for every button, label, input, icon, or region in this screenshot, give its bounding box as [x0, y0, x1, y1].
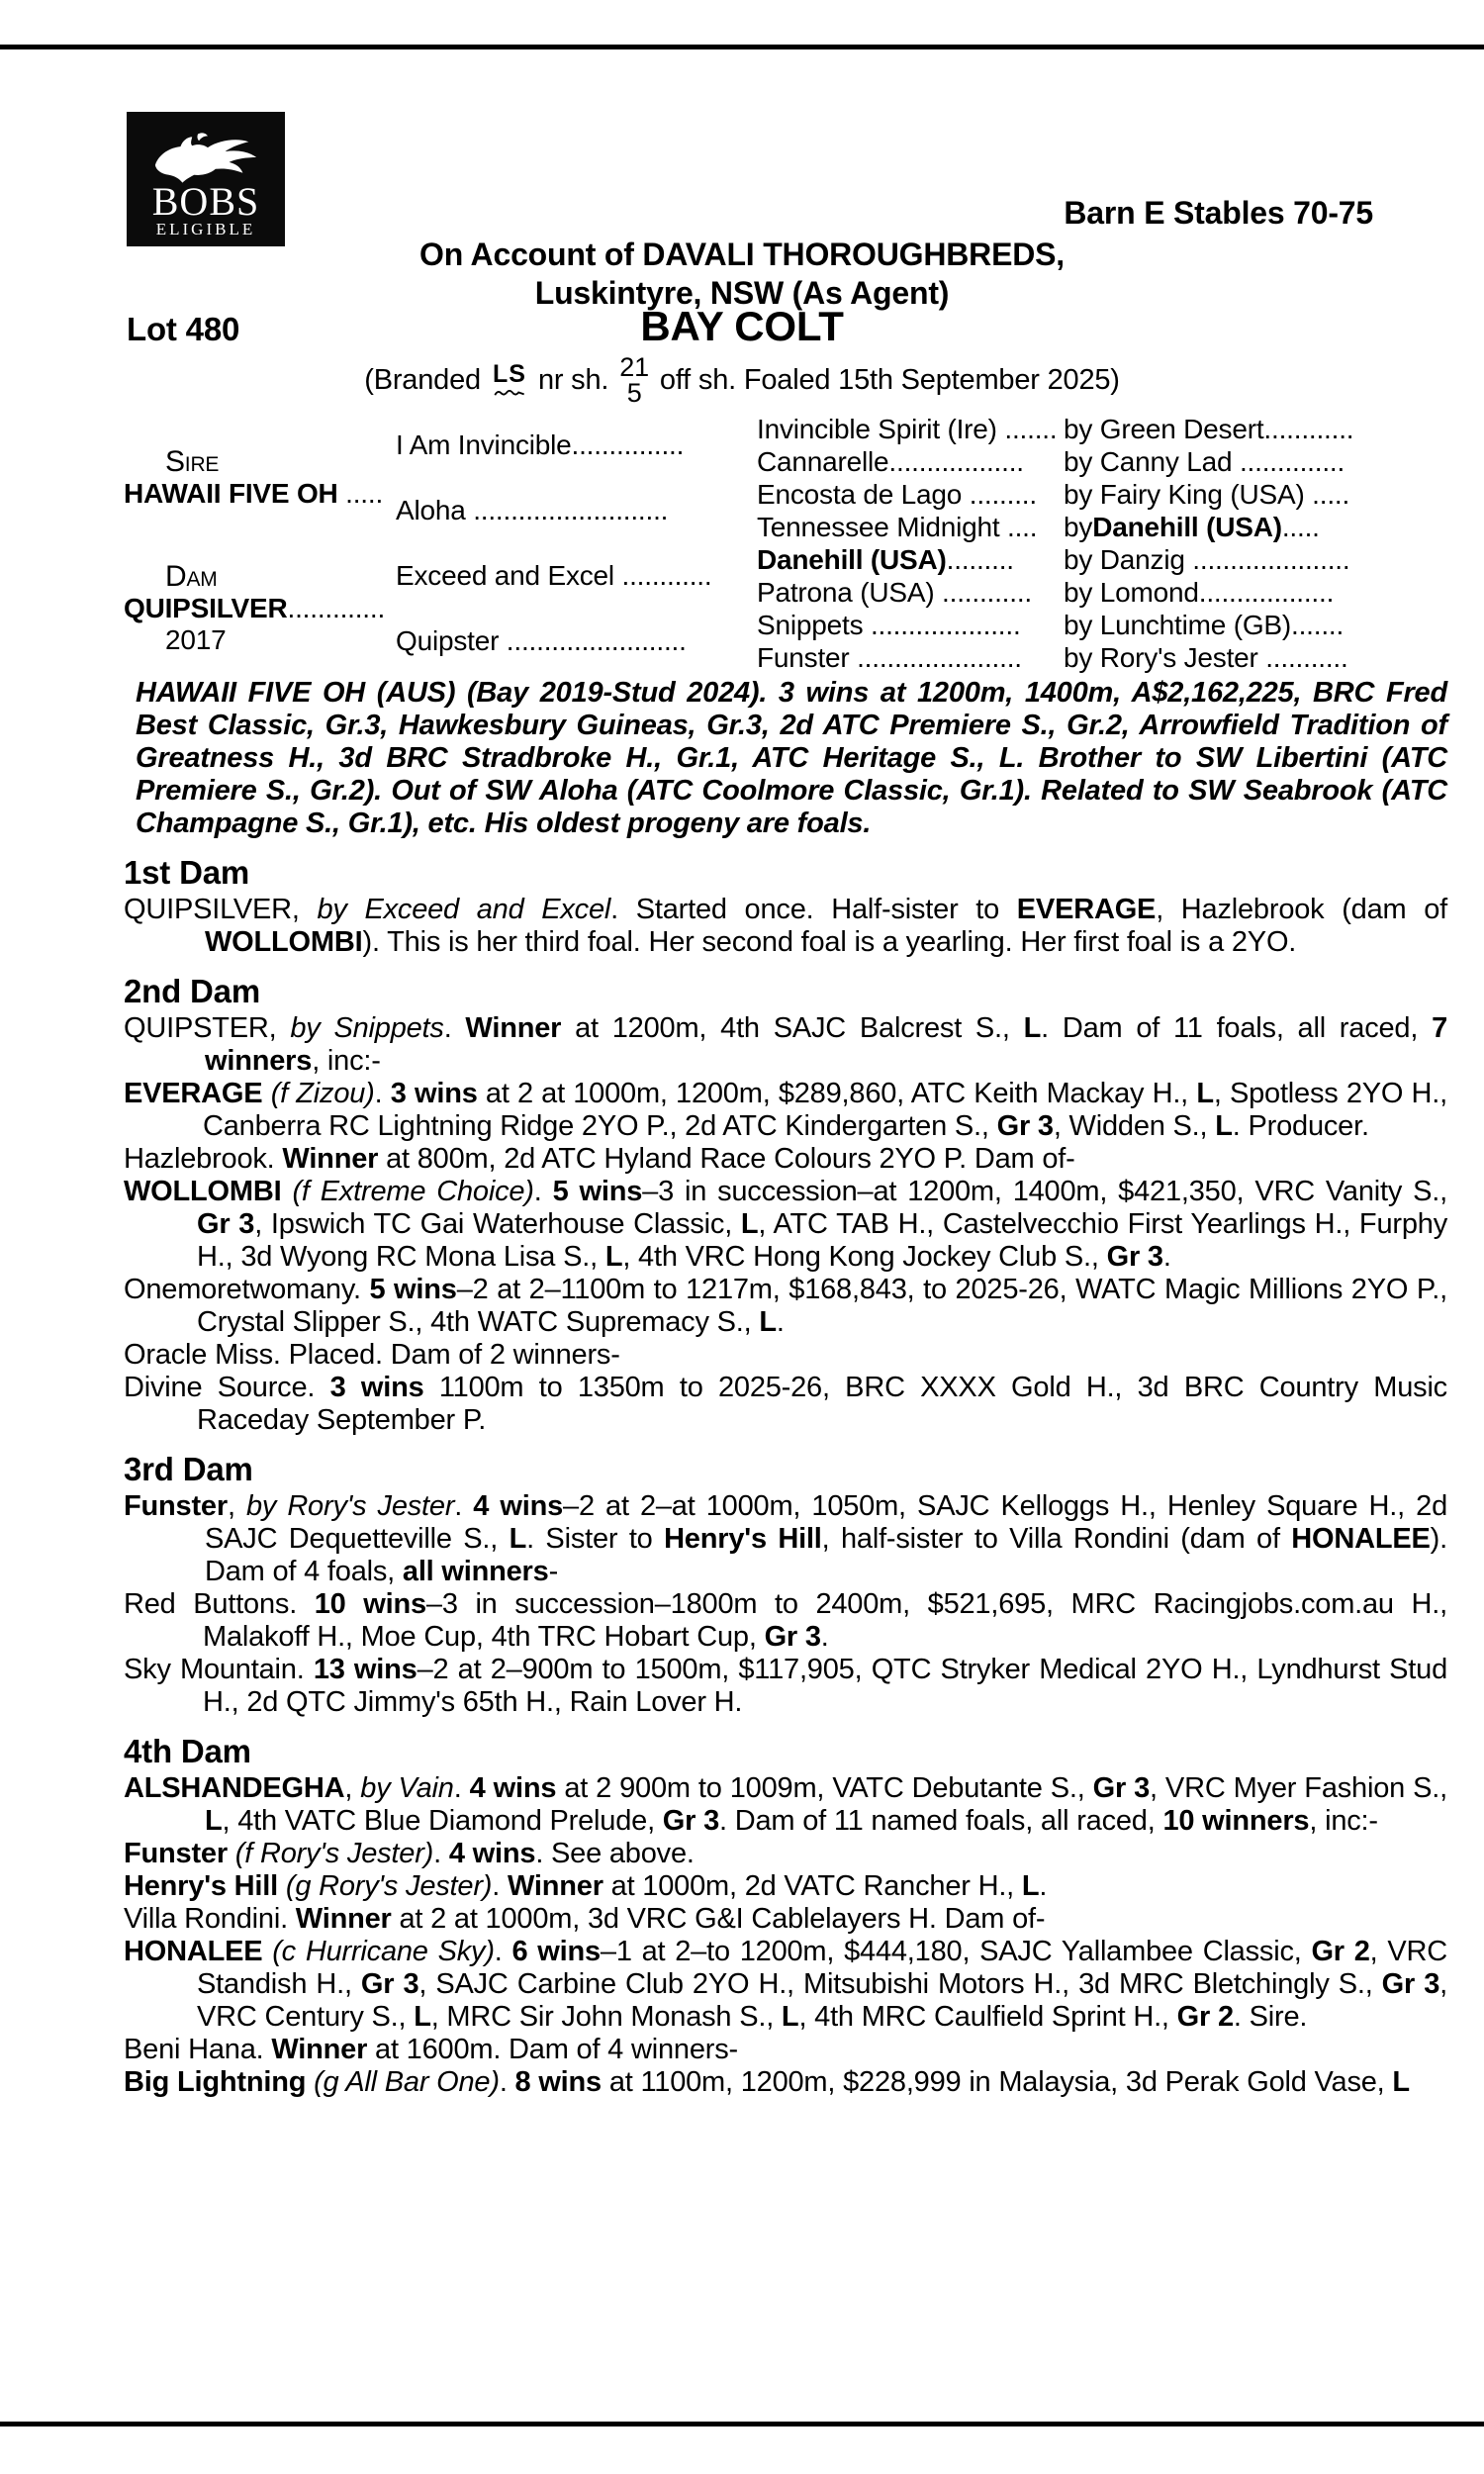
text-run: Sky Mountain.: [124, 1654, 314, 1685]
text-run: Gr 3: [1106, 1241, 1163, 1273]
text-run: .: [494, 1936, 512, 1967]
pedigree-grandparent: [757, 511, 1064, 543]
text-run: ,: [227, 1490, 246, 1522]
dam-label: Dam: [165, 560, 218, 593]
age-numerator: 21: [619, 352, 649, 382]
text-run: , Widden S.,: [1053, 1110, 1216, 1142]
text-run: at 2 900m to 1009m, VATC Debutante S.,: [556, 1772, 1093, 1804]
sire-race-record: HAWAII FIVE OH (AUS) (Bay 2019-Stud 2024). 3 wins at 1200m, 1400m, A$2,162,225, BRC Fred Best Classic, Gr.3, Hawkesbury Guineas, Gr.3, 2d ATC Premiere S., Gr.2, Arrowfield Tradition of Greatness H., 3d BRC Stradbroke H., Gr.1, ATC Heritage S., L. Brother to SW Libertini (ATC Premiere S., Gr.2). Out of SW Aloha (ATC Coolmore Classic, Gr.1). Related to SW Seabrook (ATC Champagne S., Gr.1), etc. His oldest progeny are foals.: [136, 677, 1447, 839]
text-run: .....: [1281, 511, 1320, 542]
text-run: 10 wins: [314, 1588, 426, 1620]
text-run: Encosta de Lago .........: [757, 478, 1037, 510]
pedigree-paragraph: [124, 1772, 1447, 1838]
text-run: Winner: [465, 1012, 562, 1044]
top-rule: [0, 45, 1484, 49]
text-run: Gr 3: [662, 1805, 720, 1837]
text-run: by Snippets: [290, 1012, 444, 1044]
text-run: . Started once. Half-sister to: [610, 894, 1017, 925]
text-run: by Rory's Jester ...........: [1064, 641, 1348, 673]
text-run: , half-sister to Villa Rondini (dam of: [821, 1523, 1292, 1555]
text-run: .: [433, 1838, 449, 1869]
pedigree-paragraph: [124, 894, 1447, 959]
text-run: .: [443, 1012, 466, 1044]
text-run: Henry's Hill: [124, 1870, 278, 1902]
text-run: by Fairy King (USA) .....: [1064, 478, 1350, 510]
text-run: , 4th MRC Caulfield Sprint H.,: [798, 2001, 1177, 2033]
text-run: Invincible Spirit (Ire) .......: [757, 413, 1058, 444]
text-run: by: [1064, 511, 1093, 542]
text-run: (g Rory's Jester): [278, 1870, 493, 1902]
vendor-account-line: On Account of DAVALI THOROUGHBREDS,: [419, 237, 1065, 272]
text-run: . Producer.: [1232, 1110, 1369, 1142]
text-run: 5 wins: [552, 1176, 643, 1207]
text-run: HONALEE: [1291, 1523, 1431, 1555]
dam-section-heading: 3rd Dam: [124, 1451, 253, 1487]
pedigree-parent: Quipster ........................: [396, 625, 687, 656]
text-run: 1100m to 1350m to 2025-26, BRC XXXX Gold H., 3d BRC Country Music Raceday September P.: [197, 1372, 1447, 1436]
dam-year: 2017: [165, 624, 227, 655]
text-run: , Ipswich TC Gai Waterhouse Classic,: [254, 1208, 741, 1240]
text-run: .: [492, 1870, 508, 1902]
text-run: .: [1039, 1870, 1048, 1902]
text-run: , inc:-: [1309, 1805, 1378, 1837]
text-run: Gr 3: [360, 1968, 419, 2000]
text-run: at 800m, 2d ATC Hyland Race Colours 2YO P. Dam of-: [378, 1143, 1075, 1175]
text-run: QUIPSTER,: [124, 1012, 291, 1044]
text-run: , SAJC Carbine Club 2YO H., Mitsubishi Motors H., 3d MRC Bletchingly S.,: [418, 1968, 1382, 2000]
text-run: ALSHANDEGHA: [124, 1772, 345, 1804]
text-run: Oracle Miss. Placed. Dam of 2 winners-: [124, 1339, 620, 1371]
text-run: Winner: [282, 1143, 379, 1175]
text-run: (f Extreme Choice): [281, 1176, 534, 1207]
pedigree-paragraph: [124, 1078, 1447, 1143]
text-run: by Exceed and Excel: [317, 894, 611, 925]
age-brand: [619, 354, 649, 406]
pedigree-great-grandparent: [1064, 445, 1449, 478]
text-run: . Sister to: [526, 1523, 665, 1555]
pedigree-grandparent: [757, 543, 1064, 576]
text-run: . See above.: [535, 1838, 695, 1869]
text-run: . Dam of 11 foals, all raced,: [1041, 1012, 1433, 1044]
text-run: ). This is her third foal. Her second foal is a yearling. Her first foal is a 2YO.: [362, 926, 1297, 958]
text-run: Onemoretwomany.: [124, 1274, 370, 1305]
text-run: Snippets ....................: [757, 609, 1021, 640]
text-run: 3 wins: [329, 1372, 424, 1403]
text-run: EVERAGE: [1016, 894, 1157, 925]
pedigree-table: [124, 413, 1449, 674]
pedigree-sire-cell: [124, 413, 396, 543]
pedigree-great-grandparent: [1064, 478, 1449, 511]
text-run: ,: [344, 1772, 361, 1804]
text-run: Gr 3: [1381, 1968, 1440, 2000]
text-run: 5 wins: [369, 1274, 457, 1305]
text-run: , 4th VRC Hong Kong Jockey Club S.,: [622, 1241, 1107, 1273]
text-run: by Canny Lad ..............: [1064, 445, 1345, 477]
text-run: L: [1392, 2066, 1410, 2098]
text-run: at 1600m. Dam of 4 winners-: [367, 2034, 738, 2065]
age-denominator: 5: [626, 378, 642, 408]
pedigree-paragraph: [124, 2034, 1447, 2066]
text-run: , VRC Myer Fashion S.,: [1150, 1772, 1447, 1804]
text-run: Funster: [124, 1838, 228, 1869]
text-run: , ATC TAB H., Castelvecchio First Yearlings H., Furphy H., 3d Wyong RC Mona Lisa S.,: [197, 1208, 1447, 1273]
text-run: all winners: [402, 1556, 549, 1587]
pedigree-paragraph: [124, 1588, 1447, 1654]
text-run: L: [1215, 1110, 1233, 1142]
text-run: Gr 3: [1092, 1772, 1151, 1804]
brand-mark: [492, 362, 527, 398]
text-run: HONALEE: [124, 1936, 263, 1967]
foaled-date: off sh. Foaled 15th September 2025): [659, 363, 1120, 396]
dam-sections: [124, 855, 1447, 2099]
text-run: Gr 3: [996, 1110, 1054, 1142]
pedigree-grandparent: [757, 641, 1064, 674]
text-run: –2 at 2–at 1000m, 1050m, SAJC Kelloggs H., Henley Square H., 2d SAJC Dequetteville S.,: [205, 1490, 1447, 1555]
text-run: L: [509, 1523, 527, 1555]
text-run: Tennessee Midnight ....: [757, 511, 1038, 542]
text-run: L: [759, 1306, 777, 1338]
dam-section-heading: 2nd Dam: [124, 973, 260, 1009]
text-run: by Rory's Jester: [245, 1490, 455, 1522]
text-run: EVERAGE: [124, 1078, 263, 1109]
text-run: .: [820, 1621, 829, 1653]
text-run: , MRC Sir John Monash S.,: [430, 2001, 782, 2033]
pedigree-paragraph: [124, 1936, 1447, 2034]
text-run: Hazlebrook.: [124, 1143, 283, 1175]
text-run: L: [604, 1241, 623, 1273]
pedigree-paragraph: [124, 1143, 1447, 1176]
text-run: (g All Bar One): [306, 2066, 500, 2098]
pedigree-paragraph: [124, 1903, 1447, 1936]
text-run: Gr 3: [764, 1621, 821, 1653]
text-run: L: [1196, 1078, 1214, 1109]
pedigree-great-grandparent: [1064, 511, 1449, 543]
pedigree-paragraph: [124, 1654, 1447, 1719]
pedigree-great-grandparent: [1064, 576, 1449, 609]
text-run: by Vain: [360, 1772, 454, 1804]
text-run: . Dam of 11 named foals, all raced,: [719, 1805, 1163, 1837]
text-run: , Spotless 2YO H., Canberra RC Lightning Ridge 2YO P., 2d ATC Kindergarten S.,: [203, 1078, 1448, 1142]
pedigree-paragraph: [124, 1274, 1447, 1339]
text-run: .: [533, 1176, 553, 1207]
barn-location: Barn E Stables 70-75: [1064, 195, 1373, 231]
brand-letters: LS: [492, 360, 526, 388]
text-run: .: [1162, 1241, 1171, 1273]
pedigree-great-grandparent: [1064, 609, 1449, 641]
sire-label: Sire: [165, 445, 220, 478]
text-run: Henry's Hill: [664, 1523, 822, 1555]
text-run: 7 winners: [205, 1012, 1448, 1077]
text-run: at 2 at 1000m, 1200m, $289,860, ATC Keith Mackay H.,: [477, 1078, 1197, 1109]
text-run: (f Zizou): [262, 1078, 375, 1109]
text-run: by Danzig .....................: [1064, 543, 1350, 575]
text-run: –2 at 2–900m to 1500m, $117,905, QTC Stryker Medical 2YO H., Lyndhurst Stud H., 2d QTC Jimmy's 65th H., Rain Lover H.: [203, 1654, 1448, 1718]
text-run: Winner: [271, 2034, 368, 2065]
text-run: –1 at 2–to 1200m, $444,180, SAJC Yallambee Classic,: [600, 1936, 1312, 1967]
leader-dots: .....: [337, 478, 384, 509]
text-run: .: [374, 1078, 391, 1109]
text-run: Villa Rondini.: [124, 1903, 296, 1935]
pedigree-grandparent: [757, 445, 1064, 478]
text-run: 8 wins: [514, 2066, 602, 2098]
pedigree-paragraph: [124, 1870, 1447, 1903]
sire-name: HAWAII FIVE OH .....: [124, 478, 384, 509]
text-run: by Lomond..................: [1064, 576, 1335, 608]
dam-section-heading: 4th Dam: [124, 1733, 251, 1769]
text-run: (f Rory's Jester): [227, 1838, 434, 1869]
brand-squiggle-icon: [492, 387, 527, 398]
text-run: WOLLOMBI: [205, 926, 363, 958]
text-run: . Sire.: [1233, 2001, 1308, 2033]
pedigree-grandparent: [757, 609, 1064, 641]
pedigree-paragraph: [124, 1339, 1447, 1372]
text-run: Divine Source.: [124, 1372, 330, 1403]
pedigree-grandparent: [757, 478, 1064, 511]
pedigree-paragraph: [124, 1838, 1447, 1870]
text-run: Danehill (USA): [757, 543, 947, 575]
text-run: at 1200m, 4th SAJC Balcrest S.,: [561, 1012, 1024, 1044]
logo-text-bobs: BOBS: [151, 179, 260, 224]
text-run: Winner: [507, 1870, 603, 1902]
pedigree-great-grandparent: [1064, 543, 1449, 576]
text-run: at 2 at 1000m, 3d VRC G&I Cablelayers H. Dam of-: [391, 1903, 1046, 1935]
text-run: Beni Hana.: [124, 2034, 272, 2065]
text-run: L: [781, 2001, 799, 2033]
text-run: Gr 2: [1176, 2001, 1234, 2033]
text-run: .: [454, 1490, 474, 1522]
pedigree-paragraph: [124, 2066, 1447, 2099]
pedigree-paragraph: [124, 1176, 1447, 1274]
pedigree-paragraph: [124, 1490, 1447, 1588]
text-run: 10 winners: [1162, 1805, 1310, 1837]
pedigree-dam-cell: [124, 543, 396, 674]
bobs-eligible-logo: [127, 112, 285, 246]
text-run: 6 wins: [511, 1936, 601, 1967]
text-run: L: [205, 1805, 223, 1837]
text-run: 4 wins: [448, 1838, 536, 1869]
text-run: Winner: [295, 1903, 392, 1935]
text-run: WOLLOMBI: [124, 1176, 282, 1207]
leader-dots: .............: [287, 593, 386, 623]
text-run: L: [740, 1208, 759, 1240]
text-run: 3 wins: [390, 1078, 478, 1109]
pedigree-parent: Exceed and Excel ............: [396, 560, 712, 591]
text-run: –3 in succession–at 1200m, 1400m, $421,350, VRC Vanity S.,: [642, 1176, 1447, 1207]
bottom-rule: [0, 2422, 1484, 2426]
text-run: -: [548, 1556, 559, 1587]
text-run: Patrona (USA) ............: [757, 576, 1032, 608]
text-run: L: [414, 2001, 431, 2033]
text-run: 13 wins: [313, 1654, 417, 1685]
text-run: , VRC Standish H.,: [197, 1936, 1447, 2000]
text-run: by Green Desert............: [1064, 413, 1354, 444]
text-run: Funster: [124, 1490, 228, 1522]
text-run: .: [776, 1306, 785, 1338]
text-run: L: [1021, 1870, 1040, 1902]
text-run: (c Hurricane Sky): [262, 1936, 495, 1967]
text-run: –3 in succession–1800m to 2400m, $521,695, MRC Racingjobs.com.au H., Malakoff H., Moe Cup, 4th TRC Hobart Cup,: [203, 1588, 1447, 1653]
text-run: .: [453, 1772, 470, 1804]
text-run: L: [1023, 1012, 1042, 1044]
text-run: , inc:-: [312, 1045, 381, 1077]
pedigree-paragraph: [124, 1012, 1447, 1078]
logo-text-eligible: ELIGIBLE: [155, 220, 256, 238]
text-run: .........: [946, 543, 1014, 575]
text-run: Red Buttons.: [124, 1588, 315, 1620]
text-run: at 1100m, 1200m, $228,999 in Malaysia, 3d Perak Gold Vase,: [601, 2066, 1393, 2098]
text-run: Gr 2: [1311, 1936, 1370, 1967]
text-run: by Lunchtime (GB).......: [1064, 609, 1345, 640]
near-shoulder-label: nr sh.: [537, 363, 609, 396]
pedigree-great-grandparent: [1064, 413, 1449, 445]
text-run: Big Lightning: [124, 2066, 307, 2098]
pedigree-parent: Aloha ..........................: [396, 495, 669, 525]
catalogue-body: [124, 677, 1447, 2099]
page-title: BAY COLT: [640, 303, 844, 349]
dam-section-heading: 1st Dam: [124, 854, 249, 891]
text-run: Funster ......................: [757, 641, 1022, 673]
pedigree-parent: I Am Invincible...............: [396, 429, 685, 460]
text-run: Gr 3: [197, 1208, 255, 1240]
dam-name: QUIPSILVER.............: [124, 593, 386, 623]
text-run: 4 wins: [473, 1490, 564, 1522]
vendor-address-line: Luskintyre, NSW (As Agent): [534, 275, 950, 311]
text-run: QUIPSILVER,: [124, 894, 318, 925]
branded-prefix: (Branded: [364, 363, 481, 396]
pedigree-grandparent: [757, 413, 1064, 445]
lot-number: Lot 480: [127, 311, 240, 347]
text-run: Danehill (USA): [1092, 511, 1282, 542]
text-run: , Hazlebrook (dam of: [1156, 894, 1447, 925]
text-run: at 1000m, 2d VATC Rancher H.,: [603, 1870, 1022, 1902]
text-run: 4 wins: [469, 1772, 557, 1804]
pedigree-grandparent: [757, 576, 1064, 609]
text-run: , 4th VATC Blue Diamond Prelude,: [222, 1805, 663, 1837]
pedigree-paragraph: [124, 1372, 1447, 1437]
text-run: –2 at 2–1100m to 1217m, $168,843, to 2025-26, WATC Magic Millions 2YO P., Crystal Slipper S., 4th WATC Supremacy S.,: [197, 1274, 1447, 1338]
branding-line: [0, 348, 1484, 412]
text-run: .: [499, 2066, 515, 2098]
horse-head-icon: [147, 132, 264, 183]
text-run: , VRC Century S.,: [197, 1968, 1447, 2033]
text-run: Cannarelle..................: [757, 445, 1024, 477]
text-run: ). Dam of 4 foals,: [205, 1523, 1447, 1587]
pedigree-great-grandparent: [1064, 641, 1449, 674]
